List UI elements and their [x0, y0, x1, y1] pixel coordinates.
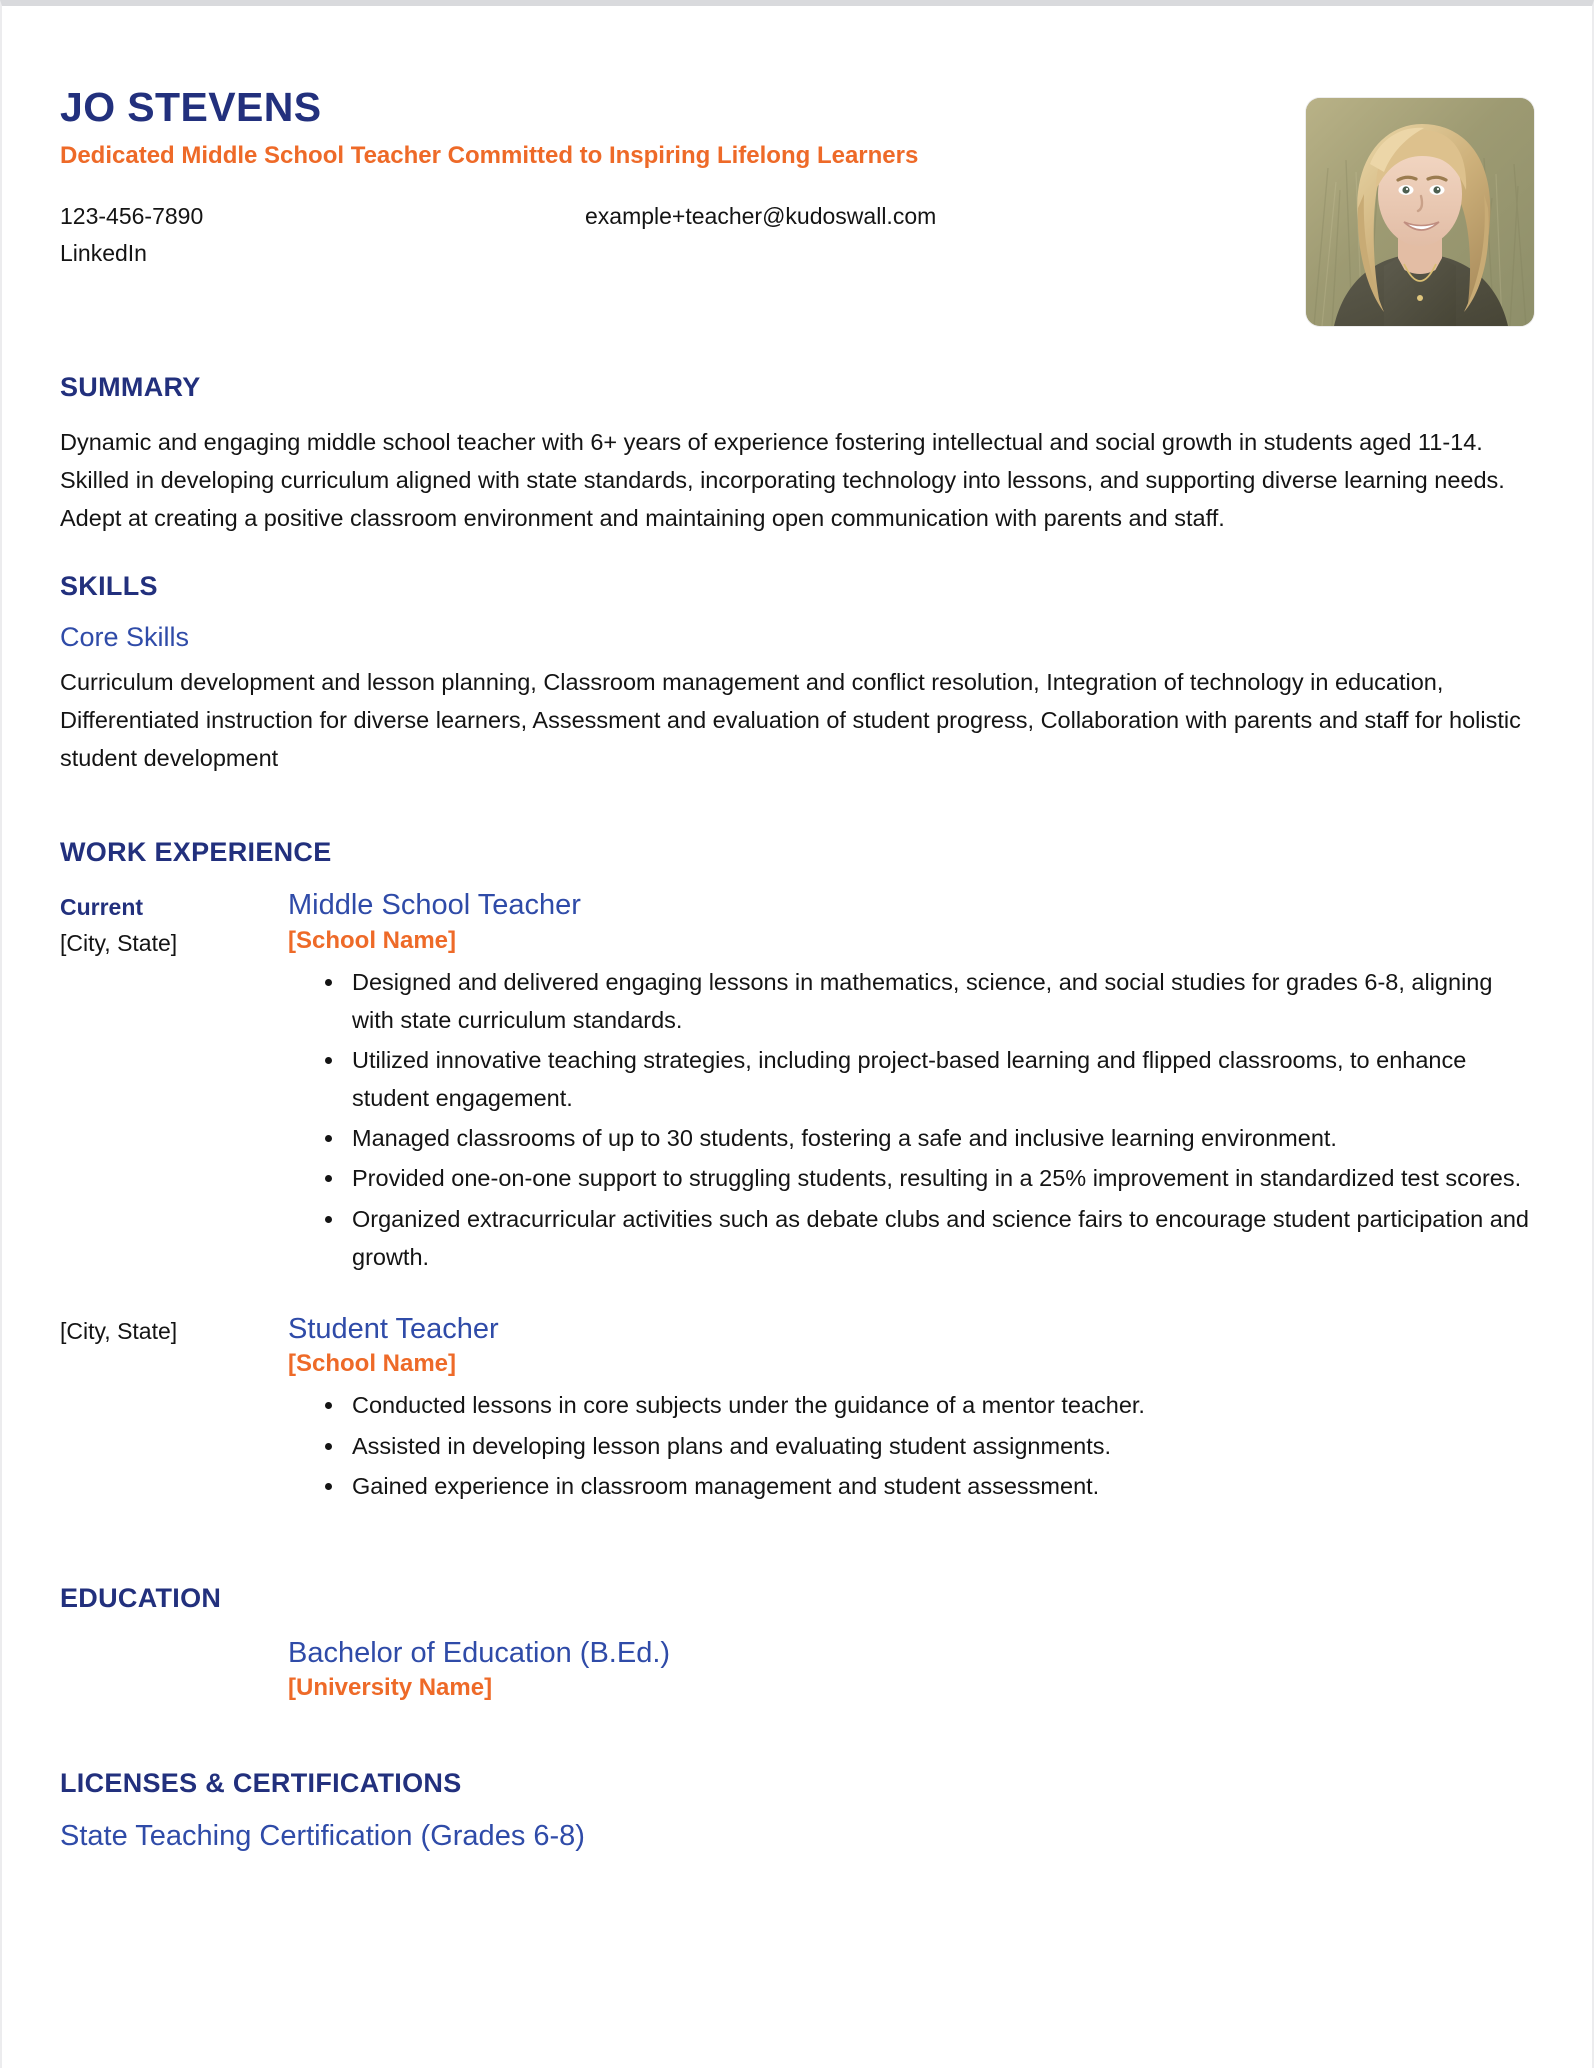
job-entry: [60, 1312, 1534, 1507]
job-location: [City, State]: [60, 930, 178, 957]
core-skills-text: Curriculum development and lesson planning, Classroom management and conflict resolution, Integration of technology in education, Differentiated instruction for diverse learners, Assessment and evaluation of student progress, Collaboration with parents and staff for holistic student development: [60, 669, 1521, 772]
contact-email[interactable]: example+teacher@kudoswall.com: [585, 202, 937, 229]
licenses-heading: LICENSES & CERTIFICATIONS: [60, 1768, 462, 1799]
job-title: Student Teacher: [288, 1312, 499, 1345]
contact-spacer: [585, 237, 1140, 270]
header-text-block: [60, 86, 1140, 270]
education-degree: Bachelor of Education (B.Ed.): [288, 1636, 671, 1669]
summary-text: Dynamic and engaging middle school teacher with 6+ years of experience fostering intellectual and social growth in students aged 11-14. Skilled in developing curriculum aligned with state standards, incorporating technology into lessons, and supporting diverse learning needs. Adept at creating a positive classroom environment and maintaining open communication with parents and staff.: [60, 429, 1505, 532]
skills-heading: SKILLS: [60, 571, 158, 602]
profile-photo: [1306, 98, 1534, 326]
job-bullet: • Managed classrooms of up to 30 students, fostering a safe and inclusive learning environment.: [346, 1119, 1534, 1157]
job-period: Current: [60, 894, 144, 921]
job-entry: [60, 888, 1534, 1277]
job-bullet-list: [288, 963, 1534, 1276]
contact-phone[interactable]: 123-456-7890: [60, 202, 204, 229]
job-meta: [60, 1312, 288, 1345]
section-licenses-certifications: [60, 1768, 1534, 1854]
job-meta: [60, 888, 288, 957]
job-bullet-list: [288, 1386, 1534, 1504]
job-organization: [School Name]: [288, 1350, 457, 1378]
job-details: [288, 888, 1534, 1277]
job-organization: [School Name]: [288, 927, 457, 955]
job-bullet: • Designed and delivered engaging lessons in mathematics, science, and social studies for grades 6-8, aligning with state curriculum standards.: [346, 963, 1534, 1039]
job-bullet: • Assisted in developing lesson plans and evaluating student assignments.: [346, 1427, 1534, 1465]
work-experience-heading: WORK EXPERIENCE: [60, 837, 332, 868]
contact-linkedin[interactable]: LinkedIn: [60, 240, 147, 267]
section-skills: [60, 571, 1534, 777]
contact-info: [60, 200, 1140, 270]
section-work-experience: [60, 837, 1534, 1506]
job-location: [City, State]: [60, 1317, 178, 1344]
job-bullet: • Gained experience in classroom management and student assessment.: [346, 1467, 1534, 1505]
core-skills-subheading: Core Skills: [60, 622, 190, 653]
education-school: [University Name]: [288, 1674, 493, 1702]
resume-header: [60, 86, 1534, 326]
section-summary: [60, 372, 1534, 537]
job-title: Middle School Teacher: [288, 889, 581, 922]
job-bullet: • Provided one-on-one support to struggling students, resulting in a 25% improvement in standardized test scores.: [346, 1159, 1534, 1197]
portrait-photo-icon: [1306, 98, 1534, 326]
summary-heading: SUMMARY: [60, 372, 201, 402]
license-entry: State Teaching Certification (Grades 6-8): [60, 1820, 585, 1853]
job-details: [288, 1312, 1534, 1507]
education-entry: [60, 1636, 1534, 1703]
candidate-name: JO STEVENS: [60, 84, 322, 130]
education-details: [288, 1636, 670, 1703]
job-bullet: • Organized extracurricular activities such as debate clubs and science fairs to encourage student participation and growth.: [346, 1200, 1534, 1276]
job-bullet: • Conducted lessons in core subjects under the guidance of a mentor teacher.: [346, 1386, 1534, 1424]
candidate-headline: Dedicated Middle School Teacher Committed to Inspiring Lifelong Learners: [60, 142, 919, 170]
section-education: [60, 1583, 1534, 1703]
job-bullet: • Utilized innovative teaching strategies, including project-based learning and flipped classrooms, to enhance student engagement.: [346, 1041, 1534, 1117]
education-heading: EDUCATION: [60, 1582, 222, 1613]
resume-sheet: [2, 6, 1592, 2068]
